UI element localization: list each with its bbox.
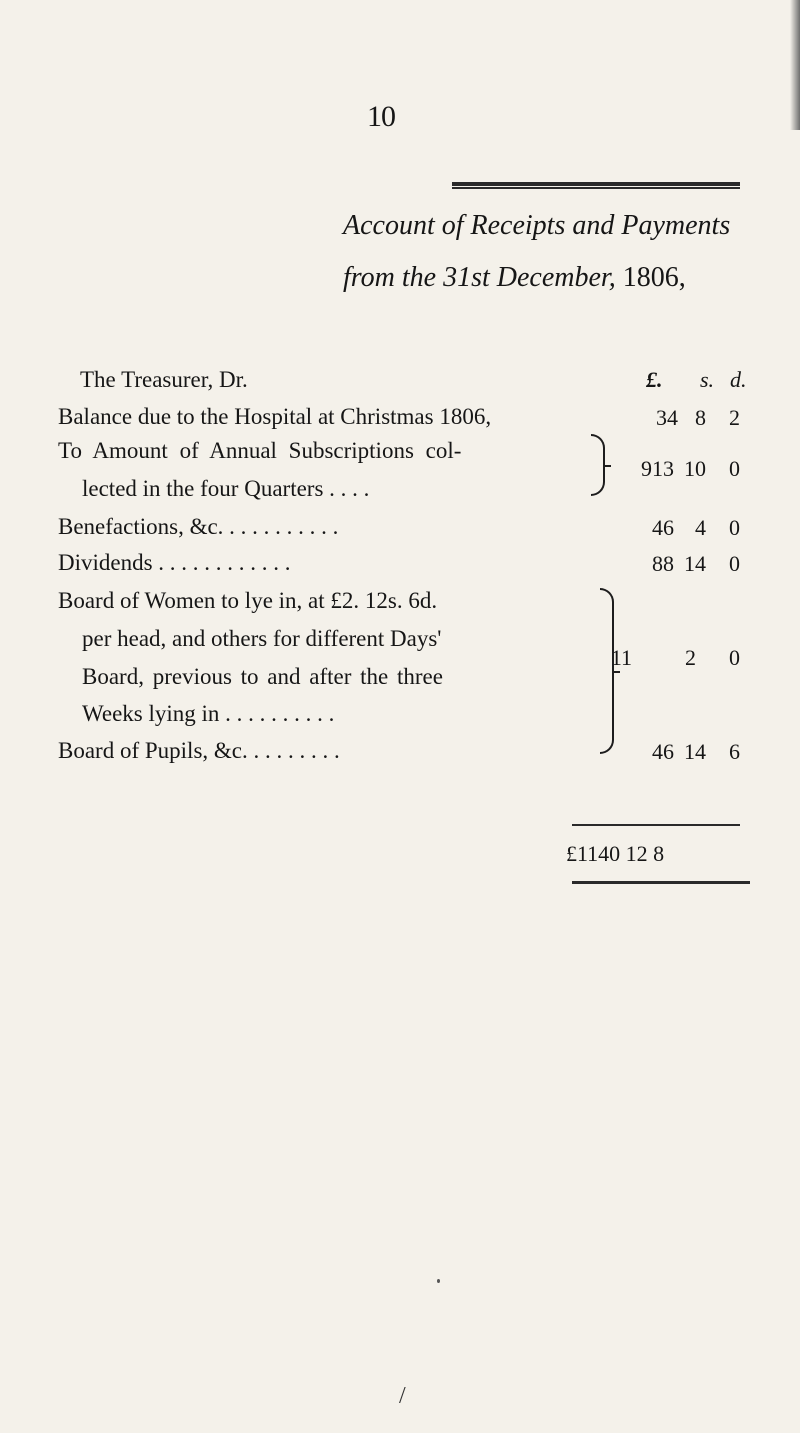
entry-pounds: 34	[656, 405, 678, 430]
pounds-header: £.	[646, 367, 663, 392]
entry-text: Benefactions, &c. . . . . . . . . . .	[58, 514, 339, 539]
entry-text: per head, and others for different Days'	[82, 626, 442, 651]
page-number: 10	[367, 100, 395, 133]
entry-pence: 2	[729, 405, 740, 430]
subtitle-year: 1806,	[615, 262, 686, 293]
entry-shillings: 4	[695, 515, 706, 540]
entry-text: Board of Women to lye in, at £2. 12s. 6d.	[58, 588, 438, 613]
pence-header: d.	[730, 367, 747, 392]
entry-shillings: 8	[695, 405, 706, 430]
entry-text: Dividends . . . . . . . . . . . .	[58, 550, 291, 575]
entry-text: Board, previous to and after the three	[82, 664, 443, 689]
subtitle-prefix: from the	[343, 262, 444, 293]
stray-dot	[437, 1279, 440, 1283]
entry-pounds: 913	[641, 456, 674, 481]
title-rule	[452, 182, 740, 189]
ledger-party: The Treasurer, Dr.	[80, 367, 248, 392]
entry-pence: 0	[729, 551, 740, 576]
entry-shillings: 14	[684, 551, 706, 576]
sum-rule-bottom	[572, 881, 750, 884]
entry-pence: 0	[729, 456, 740, 481]
entry-pence: 0	[729, 645, 740, 670]
ledger-total: £1140 12 8	[566, 841, 665, 866]
account-subtitle	[343, 262, 686, 294]
entry-shillings: 2	[685, 645, 696, 670]
sum-rule-top	[572, 824, 740, 826]
entry-pounds: 11	[610, 645, 632, 670]
entry-shillings: 10	[684, 456, 706, 481]
entry-pounds: 46	[652, 739, 674, 764]
entry-brace	[600, 588, 614, 754]
page-edge-shadow	[790, 0, 800, 130]
entry-pence: 6	[729, 739, 740, 764]
entry-text: Weeks lying in . . . . . . . . . .	[82, 701, 335, 726]
entry-text: To Amount of Annual Subscriptions col-	[58, 438, 462, 463]
entry-shillings: 14	[684, 739, 706, 764]
entry-text: Board of Pupils, &c. . . . . . . . .	[58, 738, 340, 763]
stray-mark: /	[399, 1383, 406, 1409]
entry-text: lected in the four Quarters . . . .	[82, 476, 370, 501]
entry-pounds: 88	[652, 551, 674, 576]
subtitle-date: 31st December,	[443, 262, 616, 293]
account-title: Account of Receipts and Payments	[343, 210, 731, 241]
shillings-header: s.	[700, 367, 715, 392]
entry-text: Balance due to the Hospital at Christmas 1806,	[58, 404, 492, 429]
entry-brace	[591, 434, 605, 496]
entry-pounds: 46	[652, 515, 674, 540]
entry-pence: 0	[729, 515, 740, 540]
